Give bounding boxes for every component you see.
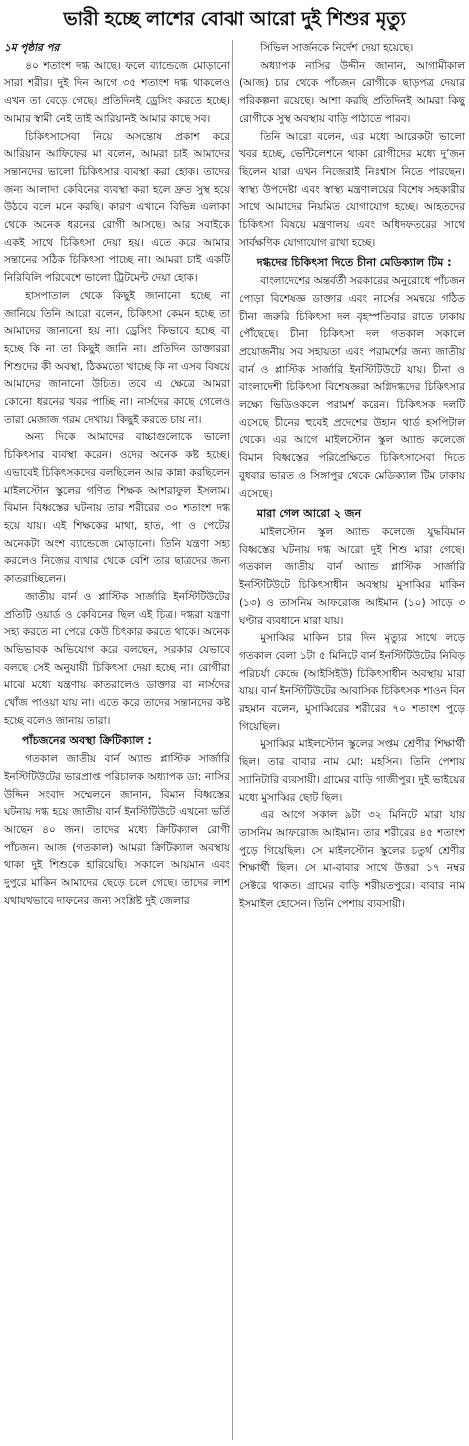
subheading-critical-condition: পাঁচজনের অবস্থা ক্রিটিক্যাল : (21, 734, 152, 748)
paragraph: গতকাল জাতীয় বার্ন অ্যান্ড প্লাস্টিক সার্জারি ইনস্টিটিউটের ভারপ্রাপ্ত পরিচালক অধ্যাপক ডা: নাসির উদ্দিন সংবাদ সম্মেলনে জানান, বিমান বিধ্বস্তের ঘটনায় দগ্ধ হয়ে জাতীয় বার্ন ইনস্টিটিউটে এখনো ভর্তি আছেন ৪০ জন। তাদের মধ্যে ক্রিটিক্যাল রোগী পাঁচজন। আজ (গতকাল) আমরা ক্রিটিক্যাল অবস্থায় থাকা দুই শিশুকে হারিয়েছি। সকালে আয়মান এবং দুপুরে মাকিন আমাদের ছেড়ে চলে গেছে। তাদের লাশ যথাযথভাবে দাফনের জন্য সংশ্লিষ্ট দুই জেলার (4, 753, 230, 907)
article-columns (4, 40, 465, 1440)
column-left (4, 40, 230, 1440)
subheading-chinese-medical-team: দগ্ধদের চিকিৎসা দিতে চীনা মেডিক্যাল টিম : (256, 256, 452, 270)
paragraph: অধ্যাপক নাসির উদ্দীন জানান, আগামীকাল (আজ) চার থেকে পাঁচজন রোগীকে ছাড়পত্র দেয়ার পরিকল্পনা রয়েছে। আশা করছি প্রতিদিনই আমরা কিছু রোগীকে সুস্থ অবস্থায় বাড়ি পাঠাতে পারব। (239, 59, 465, 125)
paragraph: হাসপাতাল থেকে কিছুই জানানো হচ্ছে না জানিয়ে তিনি আরো বলেন, চিকিৎসা কেমন হচ্ছে তা আমাদের জানানো হয় না। ড্রেসিং কিভাবে হচ্ছে বা হচ্ছে কি না তা কিছুই জানি না। প্রতিদিন ডাক্তাররা শিশুদের কী অবস্থা, ঠিকমতো খাচ্ছে কি না এসব বিষয়ে আমাদের জানানো উচিত। তবে এ ক্ষেত্রে আমরা কোনো ধরনের খবর পাচ্ছি না। নার্সদের কাছে গেলেও তারা মেজাজ গরম দেখায়। কিছুই করতে চায় না। (4, 289, 230, 426)
paragraph: মাইলস্টোন স্কুল অ্যান্ড কলেজে যুদ্ধবিমান বিধ্বস্তের ঘটনায় দগ্ধ আরো দুই শিশু মারা গেছে। গতকাল জাতীয় বার্ন অ্যান্ড প্লাস্টিক সার্জারি ইনস্টিটিউটে চিকিৎসাধীন অবস্থায় মুসাব্বির মাকিন (১৩) ও তাসনিম আফরোজ আইমান (১০) সাড়ে ৩ ঘণ্টার ব্যবধানে মারা যায়। (239, 525, 465, 627)
paragraph: জাতীয় বার্ন ও প্লাস্টিক সার্জারি ইনস্টিটিউটের প্রতিটি ওয়ার্ড ও কেবিনের ছিল এই চিত্র। দগ্ধরা যন্ত্রণা সহ্য করতে না পেরে কেউ চিৎকার করতে থাকে। অনেক অভিভাবক অভিযোগ করে বলছেন, সরকার যেভাবে বলছে সেই অনুযায়ী চিকিৎসা দেয়া হচ্ছে না। রোগীরা মাঝে মধ্যে যন্ত্রণায় কাতরালেও ডাক্তার বা নার্সদের খোঁজ পাওয়া যায় না। এতে করে তাদের সন্তানদের কষ্ট হচ্ছে বলেও জানায় তারা। (4, 590, 230, 727)
paragraph: ৪০ শতাংশ দগ্ধ আছে। ফলে ব্যান্ডেজে মোড়ানো সারা শরীর। দুই দিন আগে ৩৫ শতাংশ দগ্ধ থাকলেও এখন তা বেড়ে গেছে। প্রতিদিনই ড্রেসিং করতে হচ্ছে। আমার স্বামী নেই তাই আরিয়ানই আমার কাছে সব। (4, 59, 230, 125)
continued-from-label: ১ম পৃষ্ঠার পর (4, 42, 60, 54)
paragraph: মুসাব্বির মাকিন চার দিন মৃত্যুর সাথে লড়ে গতকাল বেলা ১টা ৫ মিনিটে বার্ন ইনস্টিটিউটের নিবিড় পরিচর্যা কেন্দ্রে (আইসিইউ) চিকিৎসাধীন অবস্থায় মারা যায়। বার্ন ইনস্টিটিউটের আবাসিক চিকিৎসক শাওন বিন রহমান বলেন, মুসাব্বিরের শরীরের ৭০ শতাংশ পুড়ে গিয়েছিল। (239, 632, 465, 733)
paragraph: তিনি আরো বলেন, এর মধ্যে আরেকটা ভালো খবর হচ্ছে, ভেন্টিলেশনে থাকা রোগীদের মধ্যে দু’জন ছিলেন যারা এখন নিজেরাই নিঃশ্বাস নিতে পারছেন। স্বাস্থ্য উপদেষ্টা এবং স্বাস্থ্য মন্ত্রণালয়ের বিশেষ সহকারীর সাথে আমাদের নিয়মিত যোগাযোগ হচ্ছে। আহতদের চিকিৎসা বিষয়ে মন্ত্রণালয় এবং অধিদফতরের সাথে সার্বক্ষণিক যোগাযোগ রাখা হচ্ছে। (239, 130, 465, 249)
article-headline: ভারী হচ্ছে লাশের বোঝা আরো দুই শিশুর মৃত্যু (63, 8, 406, 30)
paragraph: বাংলাদেশের অন্তর্বর্তী সরকারের অনুরোধে পাঁচজন পোড়া বিশেষজ্ঞ ডাক্তার এবং নার্সের সমন্বয়ে গঠিত চীনা জরুরি চিকিৎসা দল বৃহস্পতিবার রাতে ঢাকায় পৌঁছেছে। চীনা চিকিৎসা দল গতকাল সকালে প্রয়োজনীয় সব সহায়তা এবং পরামর্শের জন্য জাতীয় বার্ন ও প্লাস্টিক সার্জারি ইনস্টিটিউটে যায়। চীনা ও বাংলাদেশী চিকিৎসা বিশেষজ্ঞরা অগ্নিদগ্ধদের চিকিৎসার লক্ষ্যে ভিডিওকলে পরামর্শ করেন। চিকিৎসক দলটি এসেছে চীনের হুবেই প্রদেশের উহান থার্ড হসপিটাল থেকে। এর আগে মাইলস্টোন স্কুল অ্যান্ড কলেজে বিমান বিধ্বস্তের পরিপ্রেক্ষিতে চিকিৎসাসেবা দিতে বুধবার ভারত ও সিঙ্গাপুর থেকে মেডিক্যাল টিম ঢাকায় এসেছে। (239, 275, 465, 500)
paragraph: এর আগে সকাল ৯টা ৩২ মিনিটে মারা যায় তাসনিম আফরোজ আইমান। তার শরীরের ৪৫ শতাংশ পুড়ে গিয়েছিল। সে মাইলস্টোন স্কুলের চতুর্থ শ্রেণীর শিক্ষার্থী ছিল। সে মা-বাবার সাথে উত্তরা ১৭ নম্বর সেক্টরে থাকত। গ্রামের বাড়ি শরীয়তপুরে। বাবার নাম ইসমাইল হোসেন। তিনি পেশায় ব্যবসায়ী। (239, 809, 465, 910)
paragraph: চিকিৎসাসেবা নিয়ে অসন্তোষ প্রকাশ করে আরিয়ান আফিফের মা বলেন, আমরা চাই আমাদের সন্তানদের ভালো চিকিৎসার ব্যবস্থা করা হোক। তাদের জন্য আলাদা কেবিনের ব্যবস্থা করা হলে দ্রুত সুস্থ হয়ে উঠবে বলে মনে করছি। কারণ এখানে বিভিন্ন এলাকা থেকে অনেক ধরনের রোগী আসছে। আর সবাইকে একই সাথে চিকিৎসা দেয়া হয়। এতে করে আমার সন্তানের সঠিক চিকিৎসা পাচ্ছে না। আমরা চাই একটি নিরিবিলি পরিবেশে ভালো ট্রিটমেন্ট দেয়া হোক। (4, 130, 230, 285)
paragraph: অন্য দিকে আমাদের বাচ্চাগুলোকে ভালো চিকিৎসার ব্যবস্থা করেন। ওদের অনেক কষ্ট হচ্ছে। এভাবেই চিকিৎসকদের বলছিলেন আর কান্না করছিলেন মাইলস্টোন স্কুলের গণিত শিক্ষক আশরাফুল ইসলাম। বিমান বিধ্বস্তের ঘটনায় তার শরীরের ৩০ শতাংশ দগ্ধ হয়ে যায়। এই শিক্ষকের মাথা, হাত, পা ও পেটের অনেকটা অংশ ব্যান্ডেজে মোড়ানো। তিনি যন্ত্রণা সহ্য করলেও নিজের ব্যথার থেকে বেশি তার ছাত্রদের জন্য কাতরাচ্ছিলেন। (4, 431, 230, 586)
subheading-two-more-died: মারা গেল আরো ২ জন (256, 507, 362, 521)
column-right (232, 40, 465, 1440)
paragraph: সিভিল সার্জনকে নির্দেশ দেয়া হয়েছে। (260, 42, 414, 54)
paragraph: মুসাব্বির মাইলস্টোন স্কুলের সপ্তম শ্রেণীর শিক্ষার্থী ছিল। তার বাবার নাম মো: মহসিন। তিনি পেশায় স্যানিটারি ব্যবসায়ী। গ্রামের বাড়ি গাজীপুর। দুই ভাইয়ের মধ্যে মুসাব্বির ছোট ছিল। (239, 738, 465, 804)
